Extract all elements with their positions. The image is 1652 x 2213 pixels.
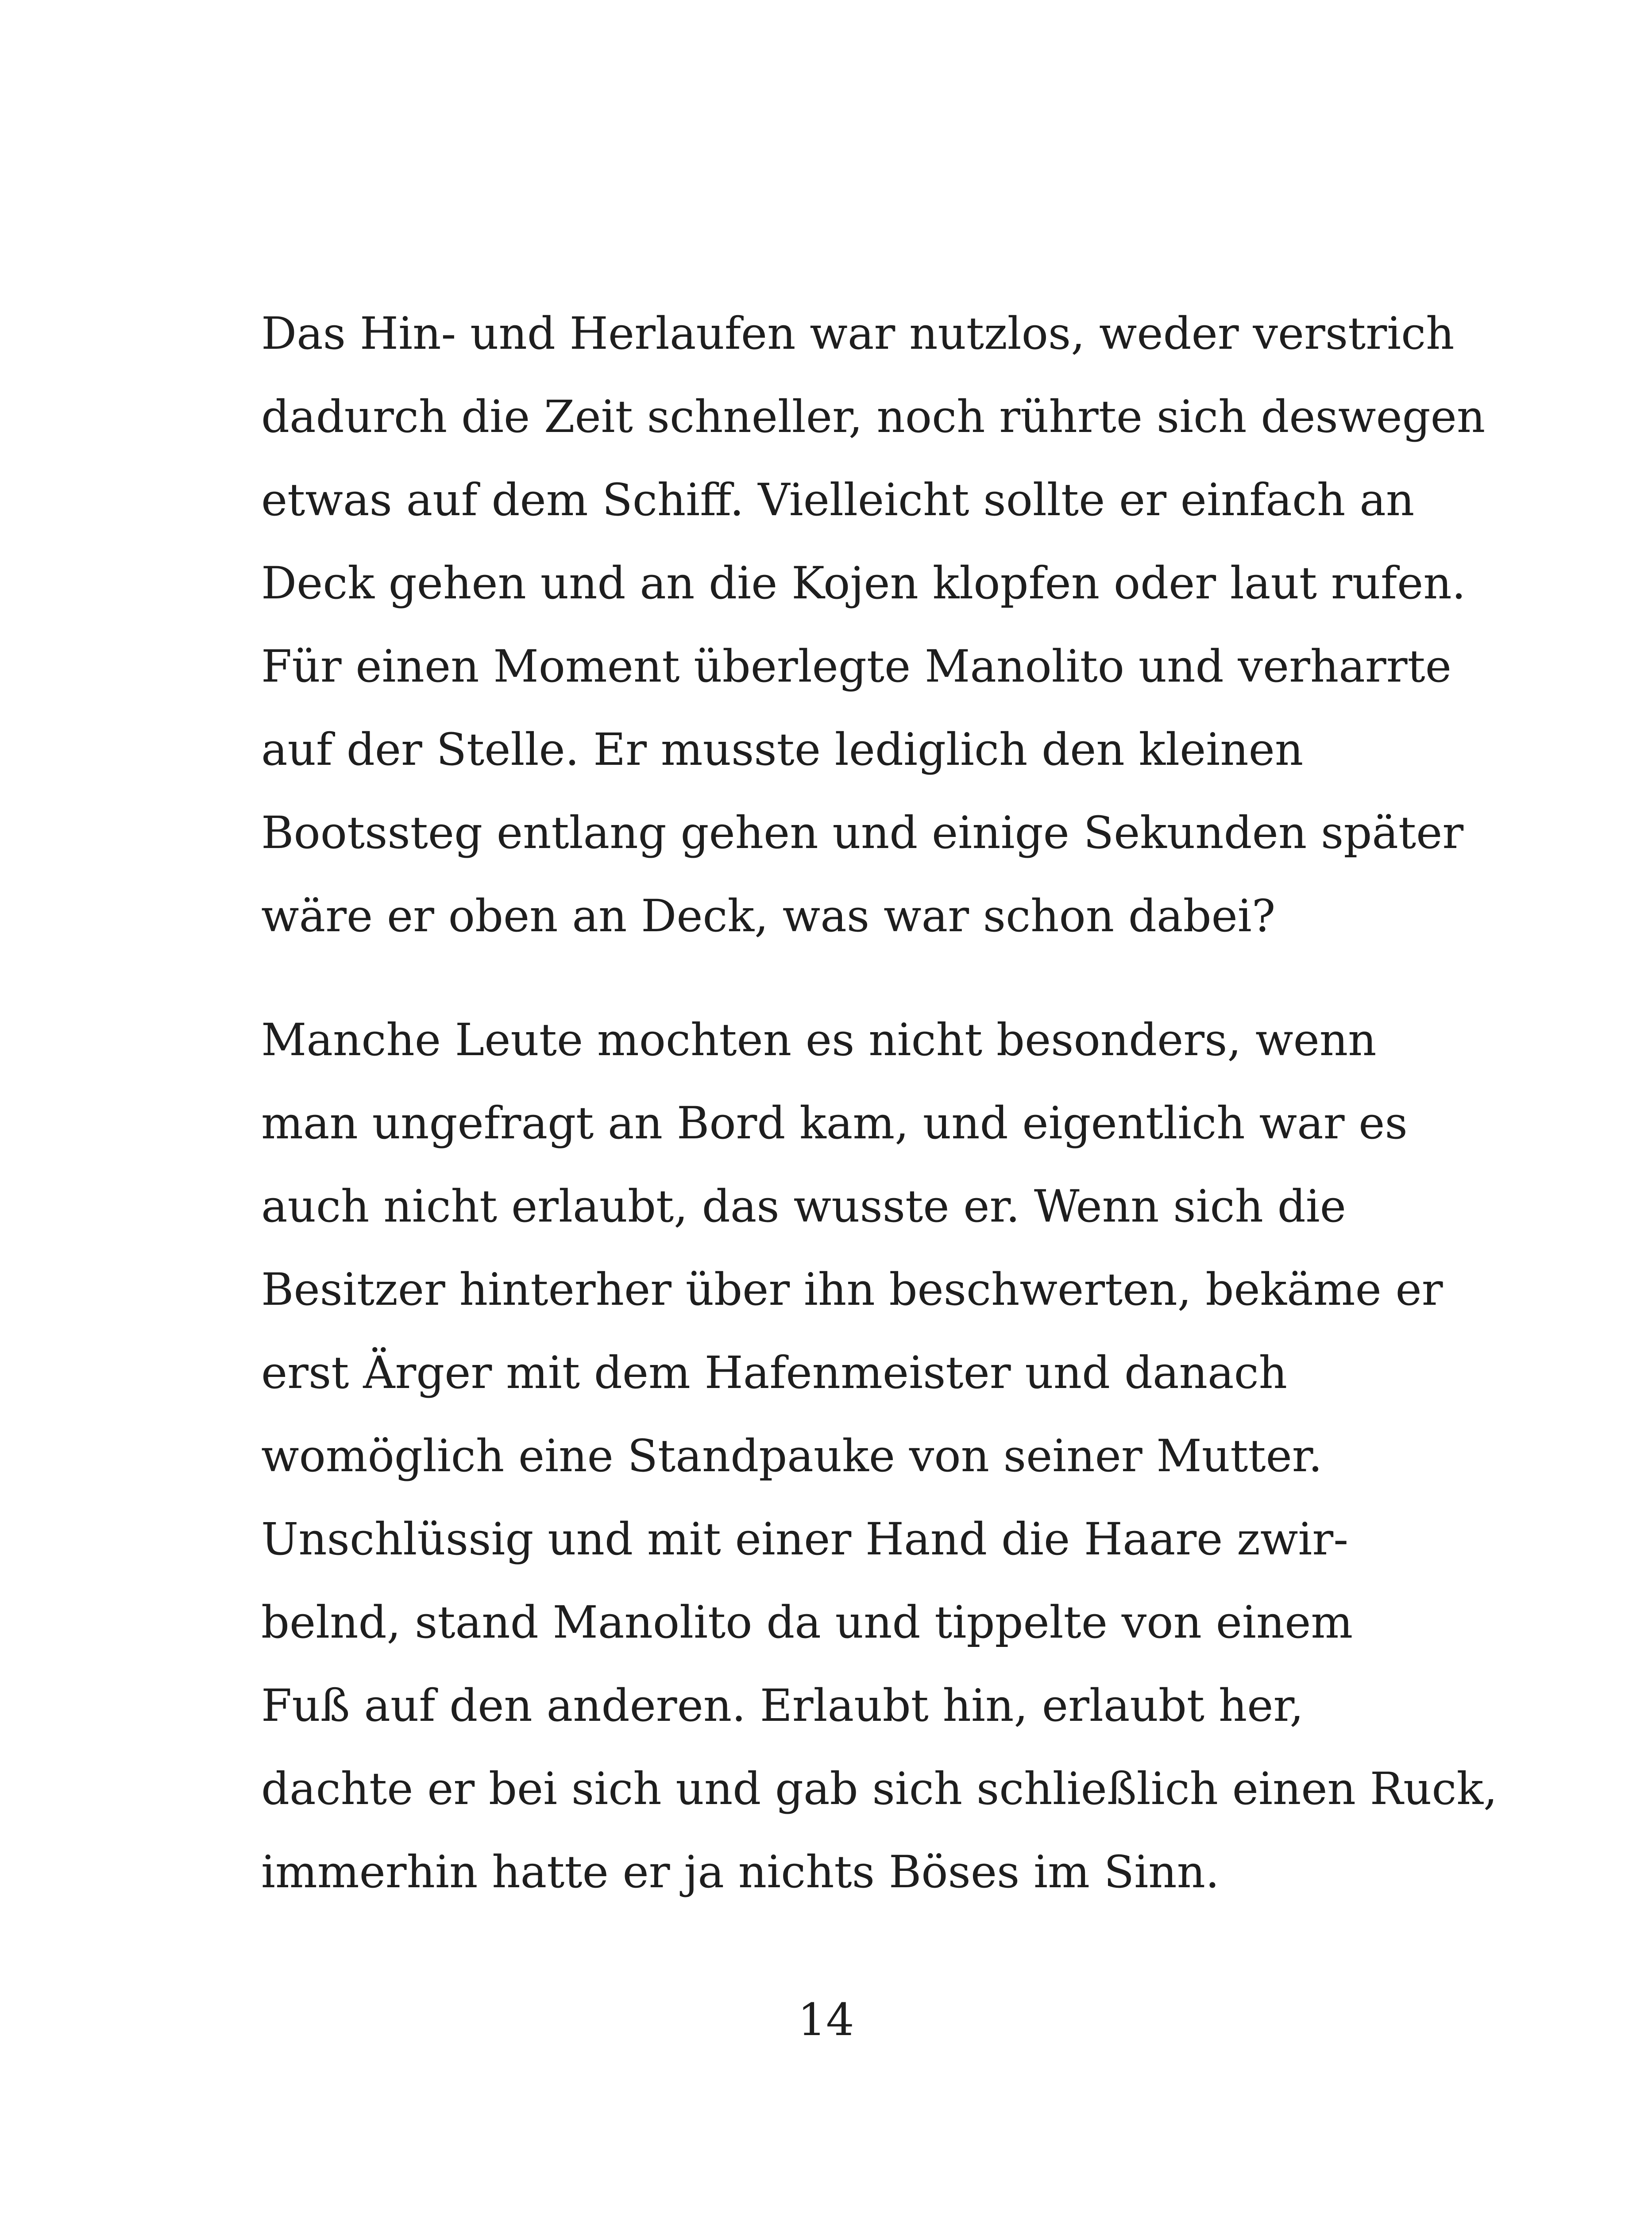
text-line: Manche Leute mochten es nicht besonders, wenn (261, 1014, 1377, 1066)
text-line: womöglich eine Standpauke von seiner Mutter. (261, 1430, 1323, 1482)
text-line: belnd, stand Manolito da und tippelte von einem (261, 1596, 1353, 1648)
paragraph-1 (261, 292, 1486, 958)
text-line: wäre er oben an Deck, was war schon dabei? (261, 890, 1276, 942)
text-line: Unschlüssig und mit einer Hand die Haare zwir- (261, 1513, 1349, 1565)
text-line: dachte er bei sich und gab sich schließlich einen Ruck, (261, 1763, 1498, 1815)
text-line: dadurch die Zeit schneller, noch rührte sich deswegen (261, 391, 1486, 443)
text-line: man ungefragt an Bord kam, und eigentlich war es (261, 1097, 1408, 1149)
text-line: erst Ärger mit dem Hafenmeister und danach (261, 1347, 1288, 1399)
text-line: Das Hin- und Herlaufen war nutzlos, weder verstrich (261, 308, 1455, 359)
text-line: Bootssteg entlang gehen und einige Sekunden später (261, 807, 1464, 859)
paragraph-2 (261, 999, 1498, 1914)
text-line: immerhin hatte er ja nichts Böses im Sinn. (261, 1846, 1220, 1898)
text-line: Fuß auf den anderen. Erlaubt hin, erlaubt her, (261, 1680, 1304, 1731)
text-line: Deck gehen und an die Kojen klopfen oder laut rufen. (261, 557, 1466, 609)
page-number: 14 (798, 1994, 854, 2046)
text-line: Besitzer hinterher über ihn beschwerten, bekäme er (261, 1264, 1443, 1315)
text-line: auf der Stelle. Er musste lediglich den kleinen (261, 724, 1304, 775)
text-line: Für einen Moment überlegte Manolito und verharrte (261, 640, 1451, 692)
text-line: etwas auf dem Schiff. Vielleicht sollte er einfach an (261, 474, 1415, 526)
text-line: auch nicht erlaubt, das wusste er. Wenn sich die (261, 1180, 1346, 1232)
